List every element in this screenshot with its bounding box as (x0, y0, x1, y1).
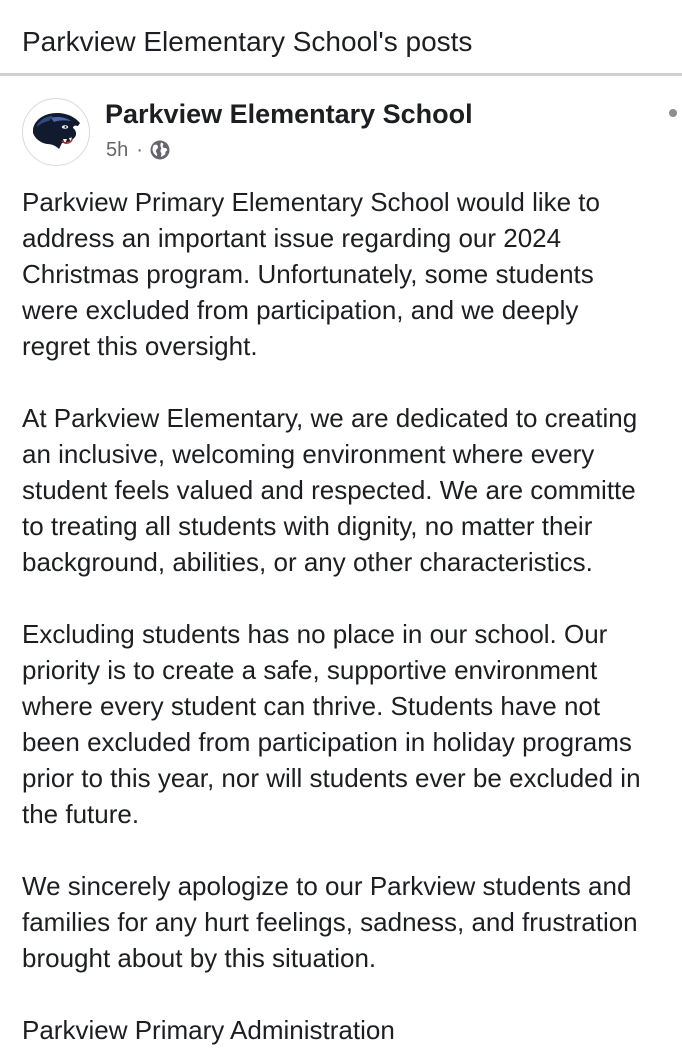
post-text-line: brought about by this situation. (22, 943, 377, 973)
post-text-line: been excluded from participation in holiday programs (22, 727, 632, 757)
post-text-line: families for any hurt feelings, sadness, and frustration (22, 907, 638, 937)
post-text-line: to treating all students with dignity, no matter their (22, 511, 593, 541)
post-text-line: Parkview Primary Elementary School would like to (22, 187, 600, 217)
more-options-icon[interactable] (664, 104, 682, 122)
post-text-line: student feels valued and respected. We are committe (22, 475, 636, 505)
post-text-line: We sincerely apologize to our Parkview students and (22, 871, 632, 901)
post-meta (106, 137, 171, 163)
post-paragraph (22, 616, 682, 832)
post-text-line: an inclusive, welcoming environment where every (22, 439, 595, 469)
panther-logo-icon (23, 99, 89, 165)
post-author-name[interactable]: Parkview Elementary School (105, 99, 473, 129)
post-text-line: address an important issue regarding our 2024 (22, 223, 562, 253)
post-text-line: At Parkview Elementary, we are dedicated to creating (22, 403, 638, 433)
page-header (0, 0, 682, 76)
post-body (22, 184, 682, 1048)
post-paragraph (22, 184, 682, 364)
meta-separator: · (136, 138, 143, 161)
post-text-line: Excluding students has no place in our school. Our (22, 619, 608, 649)
globe-icon (149, 139, 171, 161)
post-text-line: where every student can thrive. Students have not (22, 691, 601, 721)
page-title: Parkview Elementary School's posts (22, 26, 473, 57)
post-paragraph (22, 868, 682, 976)
post-signature: Parkview Primary Administration (22, 1015, 395, 1045)
post-text-line: regret this oversight. (22, 331, 258, 361)
avatar[interactable] (22, 98, 90, 166)
post-paragraph (22, 400, 682, 580)
post-timestamp[interactable]: 5h (106, 138, 129, 161)
post-text-line: were excluded from participation, and we deeply (22, 295, 579, 325)
post-text-line: the future. (22, 799, 140, 829)
post-text-line: background, abilities, or any other characteristics. (22, 547, 593, 577)
post-text-line: priority is to create a safe, supportive environment (22, 655, 598, 685)
post-text-line: Christmas program. Unfortunately, some students (22, 259, 594, 289)
post-header (0, 76, 682, 176)
post-text-line: prior to this year, nor will students ever be excluded in (22, 763, 641, 793)
